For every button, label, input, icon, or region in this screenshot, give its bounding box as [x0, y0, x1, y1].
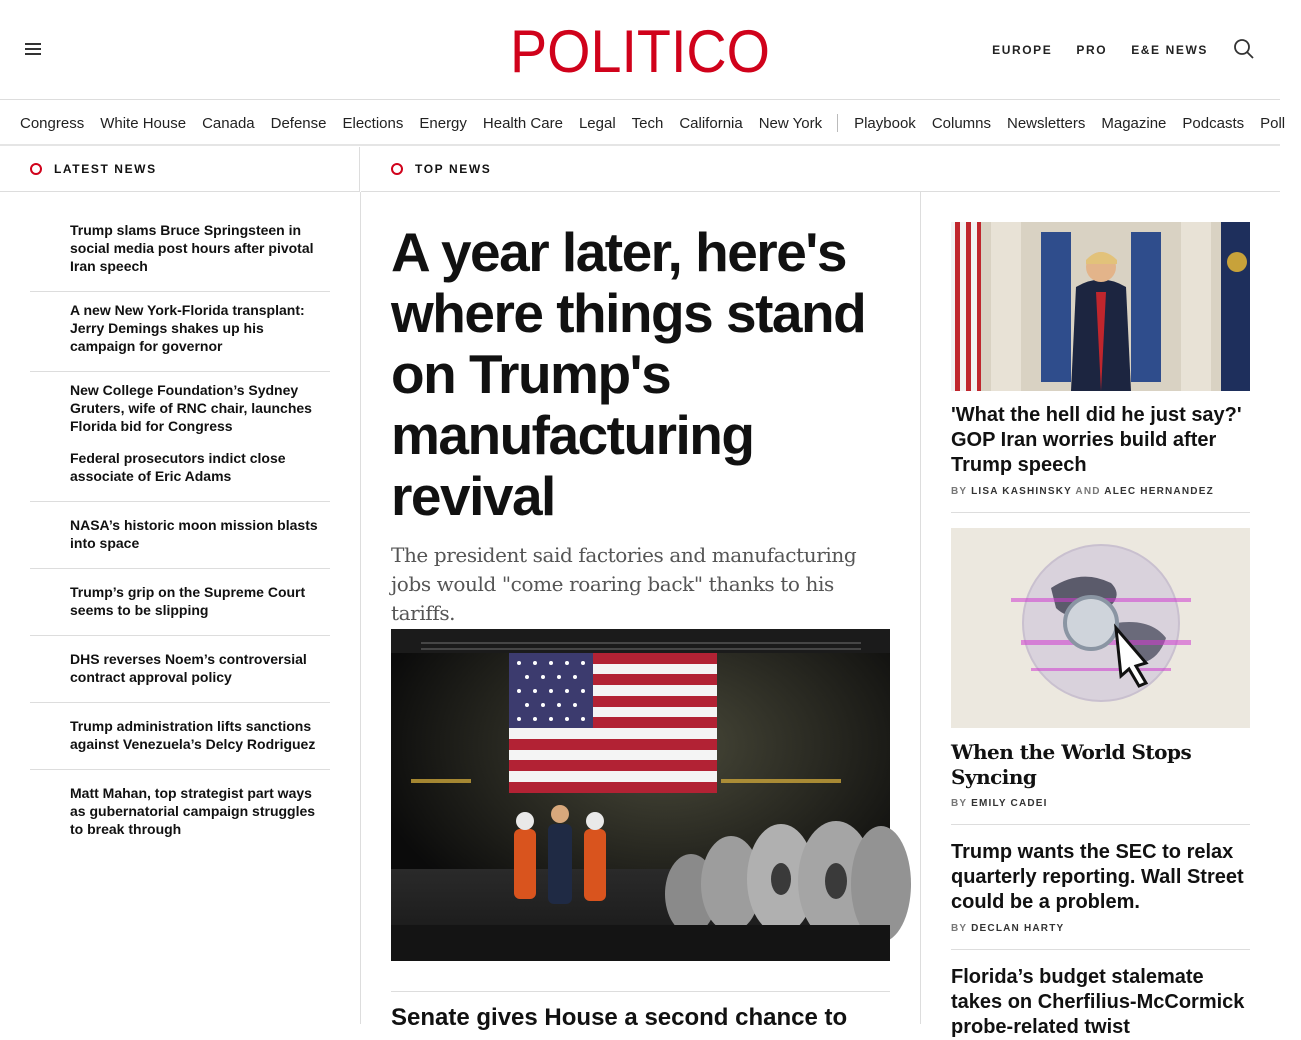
lead-story [391, 222, 891, 645]
menu-icon[interactable] [25, 43, 41, 57]
list-item [30, 292, 330, 372]
list-item [30, 770, 330, 845]
latest-news-label: LATEST NEWS [54, 162, 157, 176]
list-item [30, 442, 330, 502]
story-headline[interactable]: When the World Stops Syncing [951, 740, 1192, 789]
list-item [30, 502, 330, 569]
latest-news-link[interactable]: Trump’s grip on the Supreme Court seems to be slipping [70, 584, 306, 618]
right-column [951, 222, 1250, 1040]
latest-news-link[interactable]: NASA’s historic moon mission blasts into space [70, 517, 318, 551]
nav-poll[interactable]: Poll [1260, 114, 1286, 132]
story-headline[interactable]: 'What the hell did he just say?' GOP Iran worries build after Trump speech [951, 404, 1242, 476]
story-headline[interactable]: Trump wants the SEC to relax quarterly reporting. Wall Street could be a problem. [951, 841, 1244, 913]
nav-playbook[interactable]: Playbook [854, 114, 916, 132]
nav-energy[interactable]: Energy [419, 114, 467, 132]
pro-link[interactable]: PRO [1076, 43, 1108, 57]
latest-news-header [0, 147, 360, 192]
story-byline [951, 798, 1250, 809]
nav-defense[interactable]: Defense [270, 114, 327, 132]
lead-headline[interactable]: A year later, here's where things stand on Trump's manufacturing revival [391, 221, 866, 527]
top-news-label: TOP NEWS [415, 162, 492, 176]
story-headline[interactable]: Florida’s budget stalemate takes on Cherfilius-McCormick probe-related twist [951, 966, 1245, 1038]
story-card [951, 965, 1250, 1040]
author-link[interactable]: LISA KASHINSKY [971, 486, 1072, 497]
next-story [391, 991, 890, 1032]
list-item [30, 636, 330, 703]
latest-news-link[interactable]: Trump slams Bruce Springsteen in social media post hours after pivotal Iran speech [70, 222, 314, 274]
latest-news-link[interactable]: Federal prosecutors indict close associate of Eric Adams [70, 450, 286, 484]
europe-link[interactable]: EUROPE [992, 43, 1053, 57]
latest-news-list [30, 212, 330, 845]
story-card [951, 840, 1250, 950]
byline-by: BY [951, 923, 968, 934]
top-news-header [361, 147, 1280, 192]
latest-news-link[interactable]: DHS reverses Noem’s controversial contract approval policy [70, 651, 307, 685]
byline-by: BY [951, 798, 968, 809]
latest-news-link[interactable]: Matt Mahan, top strategist part ways as gubernatorial campaign struggles to break through [70, 785, 316, 837]
story-card [951, 528, 1250, 825]
nav-canada[interactable]: Canada [202, 114, 255, 132]
list-item [30, 372, 330, 442]
author-link[interactable]: DECLAN HARTY [971, 923, 1065, 934]
author-link[interactable]: EMILY CADEI [971, 798, 1048, 809]
column-divider [360, 192, 361, 1024]
list-item [30, 703, 330, 770]
ee-news-link[interactable]: E&E NEWS [1131, 43, 1208, 57]
nav-podcasts[interactable]: Podcasts [1182, 114, 1245, 132]
latest-news-link[interactable]: New College Foundation’s Sydney Gruters, wife of RNC chair, launches Florida bid for Congress [70, 382, 312, 434]
nav-magazine[interactable]: Magazine [1101, 114, 1167, 132]
nav-tech[interactable]: Tech [631, 114, 664, 132]
globe-illustration[interactable] [951, 528, 1250, 728]
site-header [0, 0, 1280, 100]
next-story-headline[interactable]: Senate gives House a second chance to [391, 1004, 848, 1031]
byline-by: BY [951, 486, 968, 497]
latest-news-link[interactable]: Trump administration lifts sanctions against Venezuela’s Delcy Rodriguez [70, 718, 316, 752]
list-item [30, 212, 330, 292]
nav-elections[interactable]: Elections [342, 114, 404, 132]
byline-and: AND [1075, 486, 1101, 497]
story-byline [951, 923, 1250, 934]
live-dot-icon [30, 163, 42, 175]
nav-newsletters[interactable]: Newsletters [1007, 114, 1086, 132]
story-byline [951, 486, 1250, 497]
story-card [951, 222, 1250, 513]
latest-news-link[interactable]: A new New York-Florida transplant: Jerry Demings shakes up his campaign for governor [70, 302, 305, 354]
nav-california[interactable]: California [679, 114, 743, 132]
column-divider [920, 192, 921, 1024]
nav-congress[interactable]: Congress [20, 114, 85, 132]
nav-columns[interactable]: Columns [931, 114, 991, 132]
nav-divider [837, 114, 838, 132]
live-dot-icon [391, 163, 403, 175]
politico-logo[interactable] [509, 18, 771, 85]
header-links [992, 43, 1208, 57]
nav-white-house[interactable]: White House [100, 114, 187, 132]
lead-dek: The president said factories and manufacturing jobs would "come roaring back" thanks to his tariffs. [391, 543, 857, 625]
nav-new-york[interactable]: New York [758, 114, 823, 132]
search-icon[interactable] [1233, 38, 1255, 60]
svg-text:POLITICO: POLITICO [510, 18, 770, 85]
trump-speech-photo[interactable] [951, 222, 1250, 391]
lead-story-photo[interactable] [391, 629, 890, 961]
author-link[interactable]: ALEC HERNANDEZ [1104, 486, 1214, 497]
nav-health-care[interactable]: Health Care [482, 114, 563, 132]
nav-legal[interactable]: Legal [578, 114, 616, 132]
list-item [30, 569, 330, 636]
section-nav [0, 101, 1286, 146]
